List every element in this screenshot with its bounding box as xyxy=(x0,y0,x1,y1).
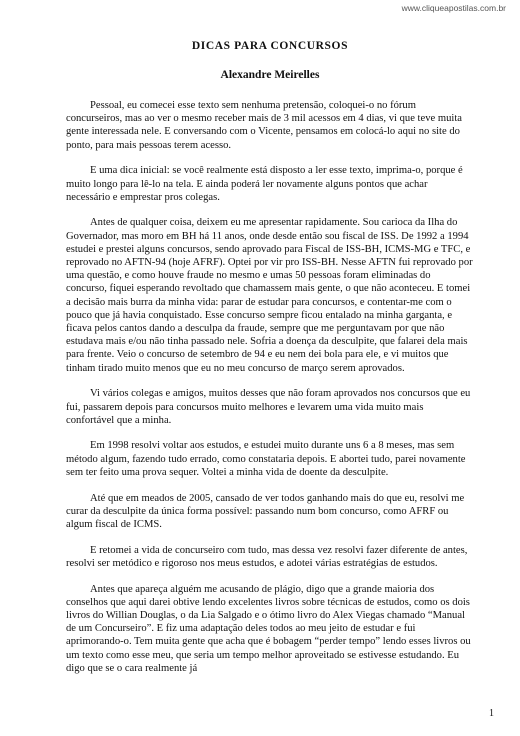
paragraph-print-tip: E uma dica inicial: se você realmente está disposto a ler esse texto, imprima-o, porque é muito longo para lê-lo na tela. E ainda poderá ler novamente alguns pontos que achar necessário e emprestar pros colegas. xyxy=(66,165,463,203)
paragraph-retomei: E retomei a vida de concurseiro com tudo, mas dessa vez resolvi fazer diferente de antes, resolvi ser metódico e rigoroso nos meus estudos, e adotei várias estratégias de estudos. xyxy=(66,544,468,569)
paragraph-2005: Até que em meados de 2005, cansado de ver todos ganhando mais do que eu, resolvi me curar da desculpite da única forma possível: passando num bom concurso, como AFRF ou algum fiscal de ICMS. xyxy=(66,492,465,530)
page-number: 1 xyxy=(489,708,494,719)
document-title: DICAS PARA CONCURSOS xyxy=(191,40,349,52)
paragraph-1998: Em 1998 resolvi voltar aos estudos, e estudei muito durante uns 6 a 8 meses, mas sem método algum, fazendo tudo errado, como constataria depois. E abortei tudo, parei novamente sem ter feito uma prova sequer. Voltei a minha vida de doente da desculpite. xyxy=(66,440,466,478)
paragraph-intro: Pessoal, eu comecei esse texto sem nenhuma pretensão, coloquei-o no fórum concurseiros, mas ao ver o mesmo receber mais de 3 mil acessos em 4 dias, vi que teve muita gente interessada nele. E conversando com o Vicente, pensamos em colocá-lo aqui no site do ponto, para mais pessoas terem acesso. xyxy=(66,100,462,151)
paragraph-presentation: Antes de qualquer coisa, deixem eu me apresentar rapidamente. Sou carioca da Ilha do Governador, mas moro em BH há 11 anos, onde desde então sou fiscal de ISS. De 1992 a 1994 estudei e prestei alguns concursos, sendo aprovado para Fiscal de ISS-BH, ICMS-MG e TFC, e reprovado no AFTN-94 (hoje AFRF). Optei por vir pro ISS-BH. Nesse AFTN fui reprovado por uma questão, e como houve fraude no mesmo e umas 50 pessoas foram eliminadas do concurso, fiquei esperando revoltado que chamassem mais gente, o que não aconteceu. E tomei a decisão mais burra da minha vida: parar de estudar para concursos, e contentar-me com o pouco que já havia conquistado. Esse concurso sempre ficou entalado na minha garganta, e ficava pelos cantos dando a desculpa da fraude, sempre que me perguntavam por que não estudava mais e/ou não tinha passado nele. Sofria a doença da desculpite, que falarei dela mais para frente. Veio o concurso de setembro de 94 e eu nem dei bola para ele, e vi muitos que tinham tirado muito menos que eu no meu concurso de março serem aprovados. xyxy=(66,217,473,374)
paragraph-plagio: Antes que apareça alguém me acusando de plágio, digo que a grande maioria dos conselhos que aqui darei obtive lendo excelentes livros sobre técnicas de estudos, como os dois livros do Willian Douglas, o da Lia Salgado e o ótimo livro do Alex Viegas chamado “Manual de um Concurseiro”. E fiz uma adaptação deles todos ao meu jeito de estudar e fui aprimorando-o. Tem muita gente que acha que é bobagem “perder tempo” lendo esses livros ou um texto como esse meu, que seria um tempo melhor aproveitado se estivesse estudando. Eu digo que se o cara realmente já xyxy=(66,583,471,674)
document-page xyxy=(66,40,474,688)
site-url: www.cliqueapostilas.com.br xyxy=(401,3,506,13)
document-author: Alexandre Meirelles xyxy=(220,69,320,81)
paragraph-colleagues: Vi vários colegas e amigos, muitos desses que não foram aprovados nos concursos que eu fui, passarem depois para concursos muito melhores e levarem uma vida muito mais confortável que a minha. xyxy=(66,388,471,426)
